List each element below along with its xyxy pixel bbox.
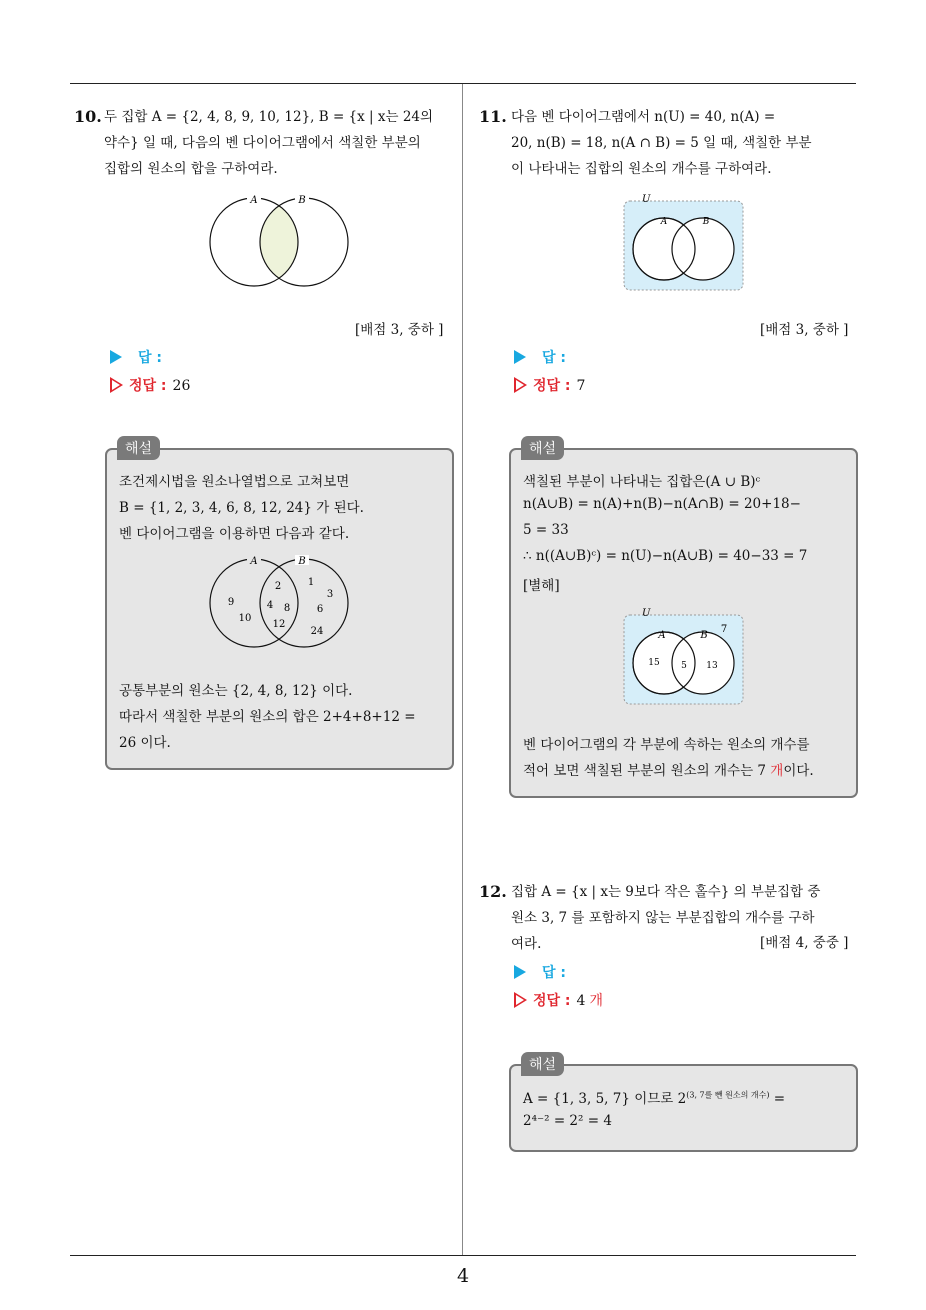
- question-text-line: 집합 A = {x | x는 9보다 작은 홀수} 의 부분집합 중: [511, 884, 821, 900]
- correct-answer-q11: [514, 375, 585, 395]
- question-number: 10.: [74, 107, 102, 126]
- explanation-tag: 해설: [117, 436, 160, 460]
- element: 2: [274, 581, 282, 592]
- label-a: A: [250, 556, 258, 567]
- venn-diagram-q11-solution: [622, 607, 746, 707]
- outline-triangle-icon: [514, 377, 527, 393]
- bottom-rule: [70, 1255, 856, 1256]
- element: 24: [310, 626, 324, 637]
- element: 12: [272, 619, 286, 630]
- answer-label: 답 :: [542, 965, 566, 981]
- count-both: 5: [681, 661, 687, 671]
- outline-triangle-icon: [514, 992, 527, 1008]
- answer-label: 답 :: [138, 350, 162, 366]
- question-number: 12.: [479, 882, 507, 901]
- label-b: B: [298, 556, 306, 567]
- correct-answer-q10: [110, 375, 190, 395]
- circle-b: [260, 559, 348, 647]
- correct-value: 4: [576, 993, 586, 1009]
- answer-label: 답 :: [542, 350, 566, 366]
- explanation-text: A = {1, 3, 5, 7} 이므로 2: [523, 1091, 687, 1107]
- element: 4: [266, 600, 274, 611]
- label-u: U: [642, 608, 651, 619]
- count-only-a: 15: [648, 658, 660, 668]
- play-triangle-icon: [514, 965, 526, 979]
- count-only-b: 13: [706, 661, 718, 671]
- explanation-line: 벤 다이어그램을 이용하면 다음과 같다.: [119, 526, 350, 542]
- correct-value: 7: [576, 378, 586, 394]
- grade-q11: [배점 3, 중하 ]: [760, 322, 849, 338]
- question-10: [74, 104, 456, 184]
- grade-q10: [배점 3, 중하 ]: [355, 322, 444, 338]
- correct-label: 정답 :: [533, 993, 571, 1009]
- explanation-line: 벤 다이어그램의 각 부분에 속하는 원소의 개수를: [523, 737, 810, 753]
- question-text-line: 이 나타내는 집합의 원소의 개수를 구하여라.: [511, 161, 772, 177]
- question-text-line: 두 집합 A = {2, 4, 8, 9, 10, 12}, B = {x | x는 24의: [104, 109, 434, 125]
- element: 6: [316, 604, 324, 615]
- venn-diagram-q10: [205, 192, 355, 292]
- page-number: 4: [456, 1265, 470, 1287]
- count-outside: 7: [720, 624, 728, 635]
- explanation-tag: 해설: [521, 436, 564, 460]
- label-u: U: [642, 194, 651, 205]
- question-text-line: 원소 3, 7 를 포함하지 않는 부분집합의 개수를 구하: [511, 910, 815, 926]
- play-triangle-icon: [514, 350, 526, 364]
- explanation-line: [523, 1087, 785, 1107]
- question-number: 11.: [479, 107, 507, 126]
- explanation-line: [별해]: [523, 578, 560, 594]
- question-text-line: 여라.: [511, 936, 542, 952]
- venn-diagram-q10-solution: [205, 553, 355, 653]
- label-b: B: [702, 217, 710, 227]
- correct-answer-q12: [514, 990, 603, 1010]
- explanation-line: B = {1, 2, 3, 4, 6, 8, 12, 24} 가 된다.: [119, 500, 364, 516]
- explanation-line: 따라서 색칠한 부분의 원소의 합은 2+4+8+12 =: [119, 709, 416, 725]
- explanation-line: [523, 759, 814, 779]
- exponent-note: (3, 7를 뺀 원소의 개수): [686, 1090, 770, 1100]
- explanation-text: =: [769, 1091, 786, 1107]
- correct-unit: 개: [589, 993, 603, 1009]
- explanation-tag: 해설: [521, 1052, 564, 1076]
- outline-triangle-icon: [110, 377, 123, 393]
- label-b: B: [298, 195, 306, 206]
- question-text-line: 다음 벤 다이어그램에서 n(U) = 40, n(A) =: [511, 109, 776, 125]
- explanation-line: 공통부분의 원소는 {2, 4, 8, 12} 이다.: [119, 683, 353, 699]
- play-triangle-icon: [110, 350, 122, 364]
- correct-label: 정답 :: [129, 378, 167, 394]
- explanation-line: 색칠된 부분이 나타내는 집합은(A ∪ B)ᶜ: [523, 474, 761, 490]
- unit-highlight: 개: [770, 763, 784, 779]
- grade-q12: [배점 4, 중중 ]: [760, 935, 849, 951]
- explanation-text: 이다.: [783, 763, 814, 779]
- explanation-text: 적어 보면 색칠된 부분의 원소의 개수는 7: [523, 763, 771, 779]
- explanation-line: 5 = 33: [523, 522, 569, 538]
- circle-b: [672, 218, 734, 280]
- element: 10: [238, 613, 252, 624]
- element: 3: [326, 589, 334, 600]
- question-text-line: 집합의 원소의 합을 구하여라.: [104, 161, 278, 177]
- question-11: [479, 104, 859, 184]
- answer-q11: [514, 347, 566, 367]
- answer-q10: [110, 347, 162, 367]
- label-a: A: [658, 630, 666, 641]
- label-a: A: [660, 217, 668, 227]
- explanation-line: 조건제시법을 원소나열법으로 고쳐보면: [119, 474, 350, 490]
- explanation-box-q12: [509, 1064, 858, 1152]
- question-text-line: 약수} 일 때, 다음의 벤 다이어그램에서 색칠한 부분의: [104, 135, 421, 151]
- venn-diagram-q11: [622, 193, 746, 293]
- top-rule: [70, 83, 856, 84]
- element: 9: [227, 597, 235, 608]
- explanation-line: ∴ n((A∪B)ᶜ) = n(U)−n(A∪B) = 40−33 = 7: [523, 548, 808, 564]
- column-divider: [462, 84, 463, 1256]
- explanation-line: 26 이다.: [119, 735, 171, 751]
- element: 8: [283, 603, 291, 614]
- element: 1: [307, 577, 315, 588]
- correct-label: 정답 :: [533, 378, 571, 394]
- explanation-line: n(A∪B) = n(A)+n(B)−n(A∩B) = 20+18−: [523, 496, 801, 512]
- question-text-line: 20, n(B) = 18, n(A ∩ B) = 5 일 때, 색칠한 부분: [511, 135, 812, 151]
- answer-q12: [514, 962, 566, 982]
- explanation-line: 2⁴⁻² = 2² = 4: [523, 1113, 612, 1129]
- label-a: A: [250, 195, 258, 206]
- correct-value: 26: [172, 378, 191, 394]
- label-b: B: [700, 630, 708, 641]
